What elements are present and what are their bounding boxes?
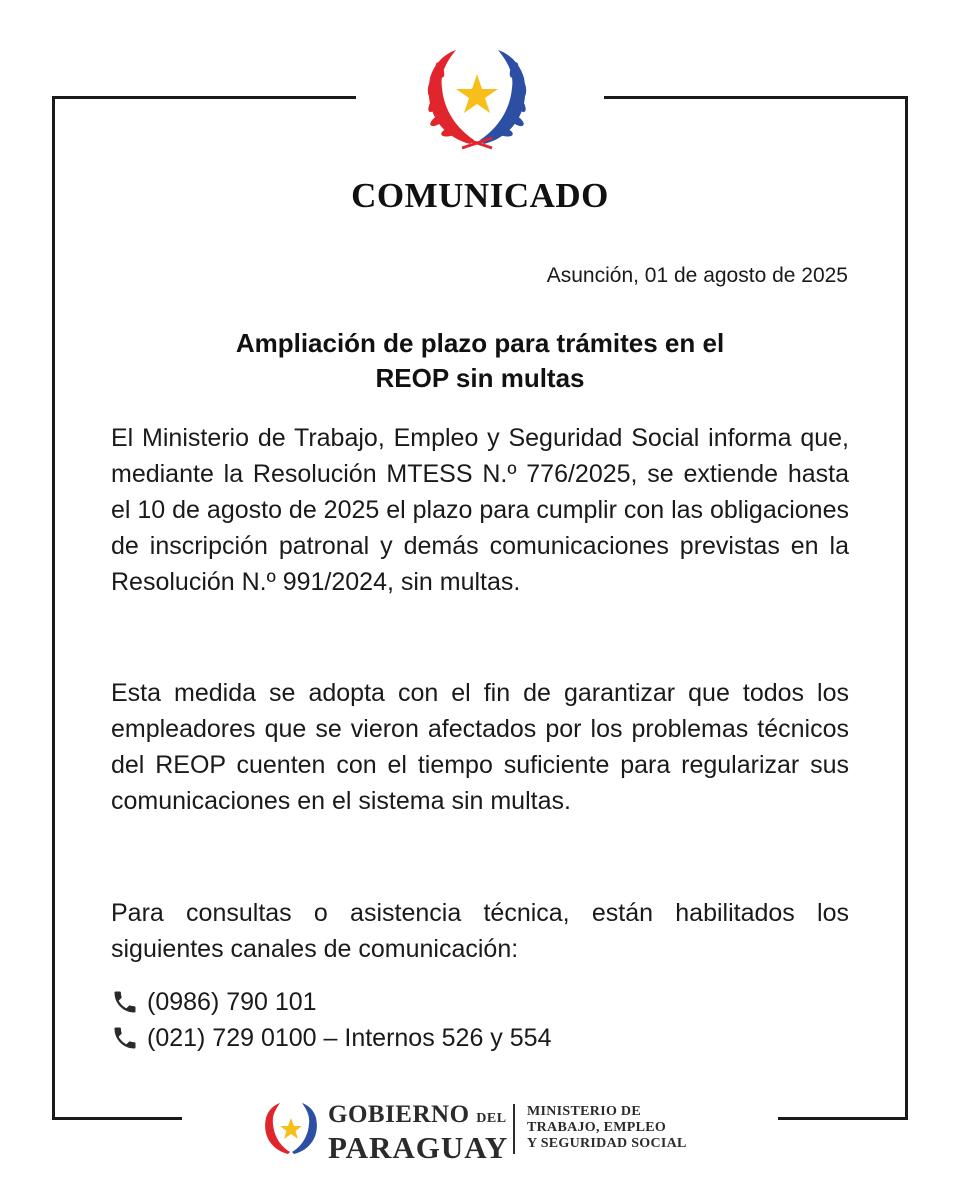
ministry-line-1: MINISTERIO DE [527, 1104, 641, 1119]
government-del: DEL [476, 1111, 507, 1126]
phone-line-2 [111, 1020, 551, 1056]
paragraph-3: Para consultas o asistencia técnica, están habilitados los siguientes canales de comunicación: [111, 899, 849, 963]
document-subject [160, 326, 800, 396]
frame-bottom-left [52, 1117, 182, 1120]
paragraph-2: Esta medida se adopta con el fin de garantizar que todos los empleadores que se vieron afectados por los problemas técnicos del REOP cuenten con el tiempo suficiente para regularizar sus comunicaciones en el sistema sin multas. [111, 679, 849, 815]
ministry-line-2: TRABAJO, EMPLEO [527, 1120, 667, 1135]
government-line-1 [328, 1102, 508, 1132]
frame-top-left [52, 96, 356, 99]
government-word: GOBIERNO [328, 1101, 470, 1128]
frame-right [905, 96, 908, 1120]
ministry-line-3: Y SEGURIDAD SOCIAL [527, 1136, 687, 1151]
frame-bottom-right [778, 1117, 908, 1120]
government-logo-text [328, 1102, 508, 1164]
phone-number-2: (021) 729 0100 – Internos 526 y 554 [147, 1024, 552, 1052]
subject-line-2: REOP sin multas [375, 363, 585, 393]
footer-divider [513, 1104, 515, 1154]
frame-top-right [604, 96, 908, 99]
ministry-name [527, 1104, 687, 1152]
phone-icon [111, 988, 139, 1016]
phone-line-1 [111, 984, 317, 1020]
frame-left [52, 96, 55, 1120]
page-title: COMUNICADO [351, 176, 609, 215]
phone-number-1: (0986) 790 101 [147, 988, 317, 1016]
document-date: Asunción, 01 de agosto de 2025 [546, 264, 848, 287]
paragraph-1: El Ministerio de Trabajo, Empleo y Seguridad Social informa que, mediante la Resolución MTESS N.º 776/2025, se extiende hasta el 10 de agosto de 2025 el plazo para cumplir con las obligaciones de inscripción patronal y demás comunicaciones previstas en la Resolución N.º 991/2024, sin multas. [111, 424, 849, 596]
paraguay-emblem-icon [418, 48, 536, 152]
footer-emblem-icon [260, 1102, 322, 1158]
government-line-2: PARAGUAY [328, 1130, 509, 1165]
subject-line-1: Ampliación de plazo para trámites en el [235, 328, 725, 358]
phone-icon [111, 1024, 139, 1052]
